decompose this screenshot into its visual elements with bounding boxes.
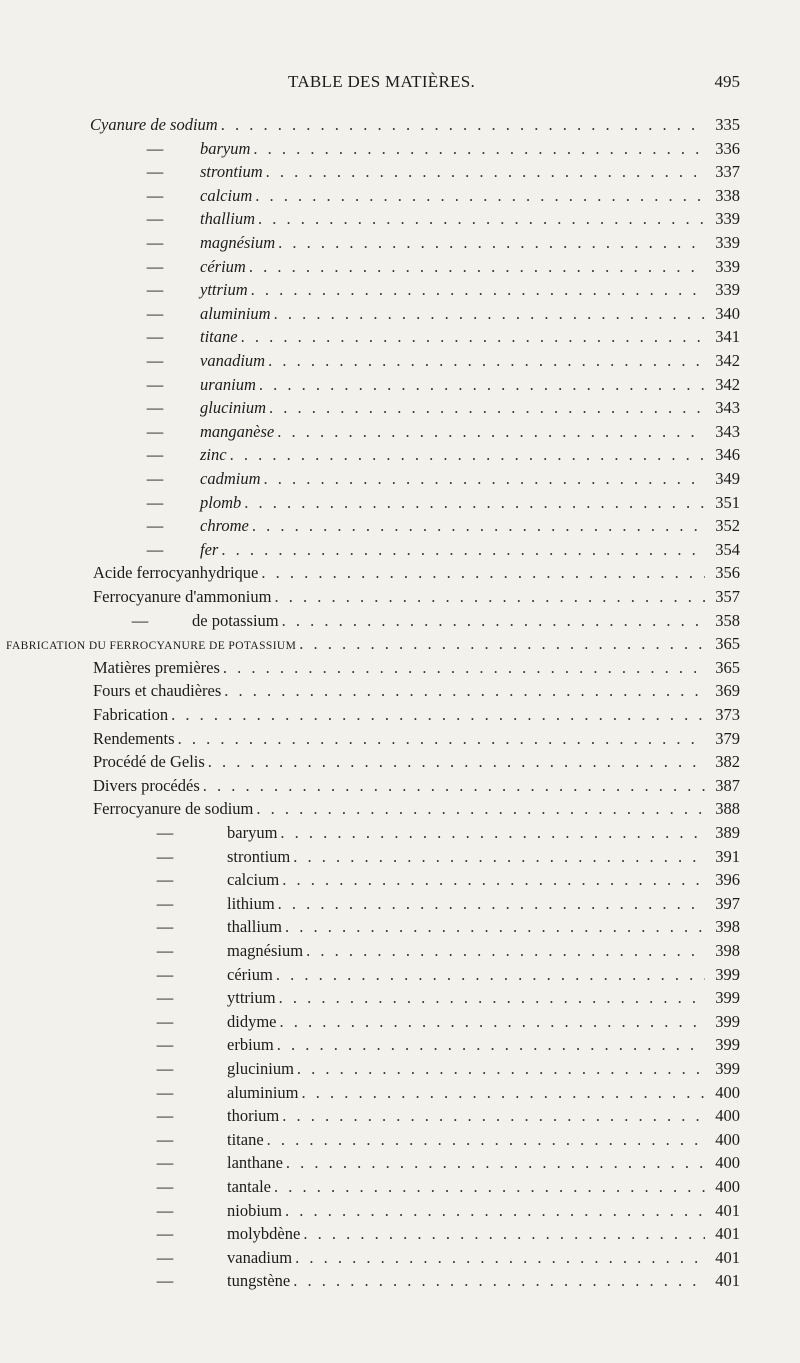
toc-entry-label: FABRICATION DU FERROCYANURE DE POTASSIUM: [6, 640, 297, 653]
toc-entry: [0, 1199, 800, 1222]
dot-leader: [259, 373, 705, 396]
toc-entry-page: 335: [715, 115, 740, 134]
toc-entry-label: yttrium: [227, 988, 276, 1008]
toc-entry-page: 400: [715, 1153, 740, 1173]
toc-entry-page: 343: [715, 421, 740, 441]
toc-entry: [0, 1269, 800, 1292]
toc-entry: [0, 302, 800, 325]
toc-entry-page: 339: [715, 209, 740, 229]
toc-entry: [0, 1081, 800, 1104]
toc-entry-label: magnésium: [200, 233, 276, 252]
toc-entry-page: 382: [715, 752, 740, 772]
toc-entry-page: 365: [715, 657, 740, 677]
dot-leader: [266, 160, 705, 183]
toc-entry: [0, 609, 800, 632]
toc-entry-page: 341: [715, 327, 740, 347]
toc-entry-page: 400: [715, 1106, 740, 1126]
toc-entry-page: 336: [715, 138, 740, 158]
ditto-dash: —: [156, 1224, 174, 1244]
ditto-dash: —: [146, 185, 164, 205]
toc-entry-label: thallium: [200, 209, 256, 229]
dot-leader: [277, 420, 705, 443]
toc-entry: [0, 1175, 800, 1198]
toc-entry-label: Procédé de Gelis: [93, 752, 205, 772]
toc-entry: [0, 538, 800, 561]
toc-entry: [0, 278, 800, 301]
toc-entry: [0, 420, 800, 443]
toc-entry: [0, 184, 800, 207]
toc-entry-page: 358: [715, 610, 740, 630]
toc-entry-label: niobium: [227, 1200, 283, 1220]
toc-entry-label: thorium: [227, 1106, 280, 1126]
toc-entry: [0, 797, 800, 820]
toc-entry: [0, 396, 800, 419]
ditto-dash: —: [146, 374, 164, 394]
ditto-dash: —: [156, 1035, 174, 1055]
toc-entry: [0, 160, 800, 183]
dot-leader: [306, 939, 705, 962]
toc-entry: [0, 491, 800, 514]
dot-leader: [253, 137, 705, 160]
toc-entry-label: zinc: [200, 445, 227, 465]
ditto-dash: —: [156, 1271, 174, 1291]
toc-entry-page: 369: [715, 681, 740, 701]
toc-entry-page: 356: [715, 563, 740, 583]
toc-entry-page: 400: [715, 1082, 740, 1102]
toc-entry-page: 401: [715, 1200, 740, 1220]
toc-entry-label: titane: [227, 1129, 264, 1149]
ditto-dash: —: [156, 823, 174, 842]
ditto-dash: —: [146, 445, 164, 465]
dot-leader: [276, 963, 705, 986]
ditto-dash: —: [156, 1129, 174, 1149]
toc-entry-label: cérium: [200, 256, 246, 276]
dot-leader: [267, 1128, 705, 1151]
toc-entry: [0, 632, 800, 655]
dot-leader: [274, 1175, 705, 1198]
toc-entry-label: Divers procédés: [93, 775, 200, 795]
toc-entry-label: glucinium: [227, 1059, 294, 1078]
ditto-dash: —: [156, 1247, 174, 1267]
ditto-dash: —: [146, 162, 164, 182]
toc-entry-page: 391: [715, 846, 740, 866]
toc-entry: [0, 443, 800, 466]
toc-entry-label: molybdène: [227, 1224, 301, 1244]
toc-entry-label: yttrium: [200, 280, 248, 300]
toc-entry: [0, 1151, 800, 1174]
toc-entry: [0, 915, 800, 938]
dot-leader: [252, 514, 705, 537]
ditto-dash: —: [156, 988, 174, 1008]
toc-entry-page: 337: [715, 162, 740, 182]
ditto-dash: —: [146, 421, 164, 441]
dot-leader: [230, 443, 705, 466]
toc-entry: [0, 1010, 800, 1033]
toc-entry-page: 343: [715, 398, 740, 418]
dot-leader: [203, 774, 705, 797]
dot-leader: [268, 349, 705, 372]
toc-entry-page: 399: [715, 1011, 740, 1031]
toc-entry: [0, 750, 800, 773]
toc-entry-label: vanadium: [200, 351, 266, 370]
toc-entry-label: Cyanure de sodium: [90, 115, 218, 134]
toc-entry: [0, 1033, 800, 1056]
dot-leader: [278, 892, 705, 915]
toc-entry-label: plomb: [200, 492, 242, 512]
toc-entry-label: titane: [200, 327, 238, 347]
toc-entry-page: 398: [715, 941, 740, 960]
toc-entry-page: 400: [715, 1129, 740, 1149]
toc-entry-label: de potassium: [192, 610, 279, 630]
ditto-dash: —: [146, 398, 164, 418]
dot-leader: [261, 561, 705, 584]
toc-entry-page: 365: [715, 634, 740, 654]
toc-entry: [0, 774, 800, 797]
toc-entry-page: 387: [715, 775, 740, 795]
ditto-dash: —: [146, 209, 164, 229]
toc-entry: [0, 868, 800, 891]
toc-entry-page: 373: [715, 705, 740, 724]
dot-leader: [285, 915, 705, 938]
dot-leader: [282, 868, 705, 891]
toc-entry-page: 400: [715, 1177, 740, 1196]
dot-leader: [277, 1033, 705, 1056]
toc-entry-label: calcium: [227, 870, 280, 890]
toc-entry: [0, 1246, 800, 1269]
dot-leader: [224, 679, 705, 702]
toc-entry: [0, 373, 800, 396]
toc-entry-page: 396: [715, 870, 740, 890]
toc-entry: [0, 137, 800, 160]
toc-entry: [0, 679, 800, 702]
dot-leader: [274, 585, 705, 608]
toc-entry-page: 398: [715, 917, 740, 937]
toc-entry-label: calcium: [200, 185, 253, 205]
toc-entry-label: tantale: [227, 1177, 271, 1196]
toc-entry-page: 399: [715, 964, 740, 984]
dot-leader: [302, 1081, 706, 1104]
toc-entry-page: 401: [715, 1271, 740, 1291]
ditto-dash: —: [156, 893, 174, 913]
toc-entry-label: Ferrocyanure d'ammonium: [93, 587, 272, 606]
toc-entry-label: strontium: [200, 162, 263, 182]
ditto-dash: —: [146, 327, 164, 347]
dot-leader: [208, 750, 705, 773]
toc-entry-page: 399: [715, 1059, 740, 1078]
dot-leader: [221, 538, 705, 561]
ditto-dash: —: [146, 256, 164, 276]
dot-leader: [282, 609, 705, 632]
ditto-dash: —: [146, 138, 164, 158]
dot-leader: [293, 1269, 705, 1292]
toc-entry: [0, 325, 800, 348]
toc-entry: [0, 1104, 800, 1127]
toc-entry-label: strontium: [227, 846, 291, 866]
toc-entry-page: 357: [715, 587, 740, 606]
dot-leader: [280, 1010, 706, 1033]
toc-entry-page: 389: [715, 823, 740, 842]
dot-leader: [258, 207, 705, 230]
ditto-dash: —: [146, 469, 164, 488]
toc-entry-page: 352: [715, 516, 740, 536]
toc-entry-label: Matières premières: [93, 657, 220, 677]
dot-leader: [303, 1222, 705, 1245]
dot-leader: [256, 797, 705, 820]
toc-entry-label: thallium: [227, 917, 282, 937]
toc-entry-label: erbium: [227, 1035, 274, 1055]
toc-entry-label: Ferrocyanure de sodium: [93, 799, 254, 819]
toc-entry: [0, 939, 800, 962]
toc-entry-label: cadmium: [200, 469, 261, 488]
toc-entry-label: lanthane: [227, 1153, 283, 1173]
toc-entry-label: chrome: [200, 516, 249, 536]
ditto-dash: —: [156, 870, 174, 890]
toc-entry-page: 340: [715, 303, 740, 323]
toc-entry-page: 349: [715, 469, 740, 488]
toc-entry-label: baryum: [200, 138, 251, 158]
dot-leader: [278, 231, 705, 254]
dot-leader: [297, 1057, 705, 1080]
ditto-dash: —: [156, 846, 174, 866]
toc-entry-page: 399: [715, 988, 740, 1008]
ditto-dash: —: [146, 280, 164, 300]
dot-leader: [249, 255, 705, 278]
toc-entry: [0, 845, 800, 868]
toc-entry: [0, 514, 800, 537]
toc-entry-page: 339: [715, 280, 740, 300]
toc-entry-page: 401: [715, 1247, 740, 1267]
ditto-dash: —: [146, 516, 164, 536]
toc-entry-label: aluminium: [227, 1082, 299, 1102]
toc-entry: [0, 113, 800, 136]
toc-entry-label: baryum: [227, 823, 278, 842]
toc-entry-page: 342: [715, 374, 740, 394]
ditto-dash: —: [156, 1059, 174, 1078]
dot-leader: [295, 1246, 705, 1269]
dot-leader: [285, 1199, 705, 1222]
toc-entry: [0, 467, 800, 490]
toc-entry: [0, 207, 800, 230]
toc-entry-page: 399: [715, 1035, 740, 1055]
toc-entry-page: 346: [715, 445, 740, 465]
toc-entry-page: 338: [715, 185, 740, 205]
toc-entry: [0, 821, 800, 844]
ditto-dash: —: [156, 1082, 174, 1102]
toc-entry: [0, 986, 800, 1009]
ditto-dash: —: [146, 233, 164, 252]
toc-entry: [0, 585, 800, 608]
dot-leader: [241, 325, 705, 348]
toc-entry: [0, 1222, 800, 1245]
toc-entry-label: Acide ferrocyanhydrique: [93, 563, 259, 583]
dot-leader: [251, 278, 705, 301]
toc-entry: [0, 231, 800, 254]
dot-leader: [299, 632, 705, 655]
dot-leader: [178, 727, 705, 750]
toc-entry: [0, 1128, 800, 1151]
toc-entry-page: 339: [715, 233, 740, 252]
toc-entry-page: 339: [715, 256, 740, 276]
toc-entry-label: magnésium: [227, 941, 304, 960]
ditto-dash: —: [156, 1153, 174, 1173]
page-title: TABLE DES MATIÈRES.: [288, 72, 476, 91]
toc-entry-label: uranium: [200, 374, 256, 394]
toc-entry-label: cérium: [227, 964, 273, 984]
toc-entry-page: 388: [715, 799, 740, 819]
toc-entry-label: Fabrication: [93, 705, 169, 724]
dot-leader: [279, 986, 705, 1009]
ditto-dash: —: [146, 351, 164, 370]
toc-entry-label: Fours et chaudières: [93, 681, 222, 701]
toc-entry-label: Rendements: [93, 728, 175, 748]
ditto-dash: —: [156, 917, 174, 937]
toc-entry: [0, 561, 800, 584]
dot-leader: [264, 467, 706, 490]
dot-leader: [293, 845, 705, 868]
toc-entry: [0, 656, 800, 679]
dot-leader: [171, 703, 705, 726]
toc-entry-label: fer: [200, 539, 219, 559]
toc-entry-label: aluminium: [200, 303, 271, 323]
toc-entry-label: glucinium: [200, 398, 266, 418]
toc-entry-page: 379: [715, 728, 740, 748]
toc-entry: [0, 255, 800, 278]
page-header: [0, 72, 800, 98]
dot-leader: [280, 821, 705, 844]
ditto-dash: —: [156, 1106, 174, 1126]
page-number: 495: [714, 72, 740, 91]
dot-leader: [223, 656, 705, 679]
ditto-dash: —: [156, 964, 174, 984]
dot-leader: [255, 184, 705, 207]
dot-leader: [269, 396, 705, 419]
toc-entry-label: manganèse: [200, 421, 275, 441]
ditto-dash: —: [156, 941, 174, 960]
ditto-dash: —: [146, 492, 164, 512]
toc-entry-label: vanadium: [227, 1247, 293, 1267]
toc-entry: [0, 703, 800, 726]
toc-entry-label: lithium: [227, 893, 275, 913]
toc-entry-label: tungstène: [227, 1271, 291, 1291]
toc-entry-page: 351: [715, 492, 740, 512]
toc-entry: [0, 727, 800, 750]
toc-entry-page: 397: [715, 893, 740, 913]
toc-entry: [0, 349, 800, 372]
dot-leader: [244, 491, 705, 514]
dot-leader: [221, 113, 705, 136]
ditto-dash: —: [146, 303, 164, 323]
toc-entry: [0, 892, 800, 915]
toc-entry-page: 354: [715, 539, 740, 559]
ditto-dash: —: [156, 1011, 174, 1031]
ditto-dash: —: [156, 1177, 174, 1196]
toc-entry: [0, 1057, 800, 1080]
dot-leader: [282, 1104, 705, 1127]
ditto-dash: —: [146, 539, 164, 559]
dot-leader: [274, 302, 705, 325]
dot-leader: [286, 1151, 705, 1174]
toc-entry: [0, 963, 800, 986]
toc-entry-label: didyme: [227, 1011, 277, 1031]
toc-entry-page: 401: [715, 1224, 740, 1244]
toc-entry-page: 342: [715, 351, 740, 370]
ditto-dash: —: [131, 610, 149, 630]
ditto-dash: —: [156, 1200, 174, 1220]
